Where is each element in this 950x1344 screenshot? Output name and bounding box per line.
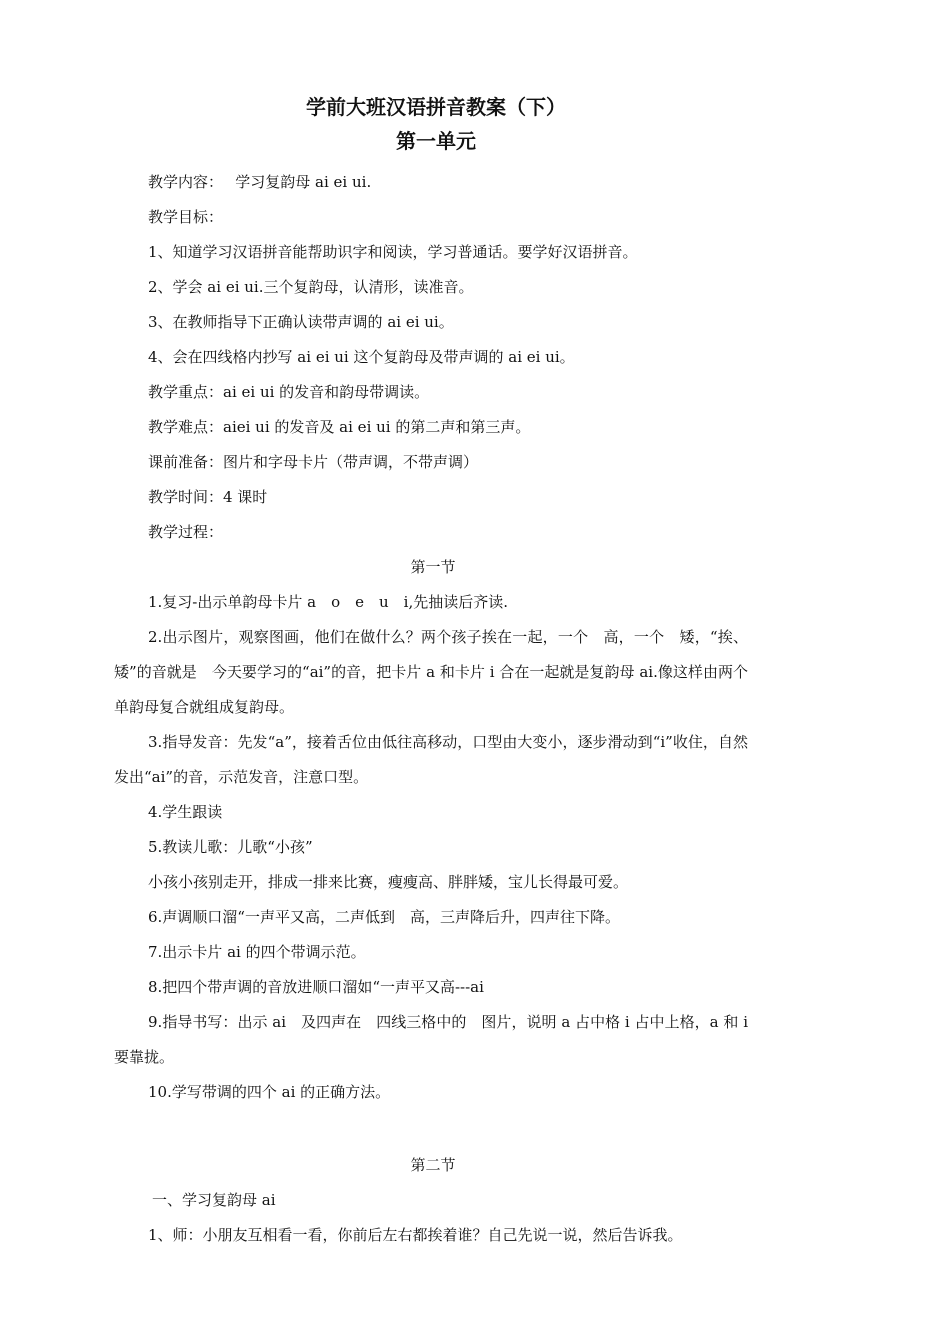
section-1-item: 5.教读儿歌：儿歌“小孩” (148, 838, 313, 856)
objective-item: 2、学会 ai ei ui.三个复韵母，认清形，读准音。 (148, 278, 474, 296)
preparation-line: 课前准备：图片和字母卡片（带声调，不带声调） (148, 453, 479, 471)
section-1-item: 3.指导发音：先发“a”，接着舌位由低往高移动，口型由大变小，逐步滑动到“i”收住，自然发出“ai”的音，示范发音，注意口型。 (114, 733, 748, 786)
section-1-item: 10.学写带调的四个 ai 的正确方法。 (148, 1083, 391, 1101)
key-point-line: 教学重点：ai ei ui 的发音和韵母带调读。 (148, 383, 430, 401)
objective-item: 4、会在四线格内抄写 ai ei ui 这个复韵母及带声调的 ai ei ui。 (148, 348, 575, 366)
content-line: 教学内容： 学习复韵母 ai ei ui. (148, 173, 372, 191)
duration-line: 教学时间：4 课时 (148, 488, 268, 506)
section-1-item: 1.复习-出示单韵母卡片 a o e u i,先抽读后齐读. (148, 593, 508, 611)
unit-heading: 第一单元 (396, 129, 476, 153)
section-1-item: 6.声调顺口溜“一声平又高，二声低到 高，三声降后升，四声往下降。 (148, 908, 620, 926)
section-1-item: 2.出示图片，观察图画，他们在做什么？两个孩子挨在一起，一个 高，一个 矮，“挨、矮”的音就是 今天要学习的“ai”的音，把卡片 a 和卡片 i 合在一起就是复韵母 ai.像这样由两个单韵母复合就组成复韵母。 (114, 628, 748, 716)
section-1-item: 9.指导书写：出示 ai 及四声在 四线三格中的 图片，说明 a 占中格 i 占中上格，a 和 i 要靠拢。 (114, 1013, 748, 1066)
difficulty-line: 教学难点：aiei ui 的发音及 ai ei ui 的第二声和第三声。 (148, 418, 531, 436)
section-1-item: 8.把四个带声调的音放进顺口溜如“一声平又高---ai (148, 978, 484, 996)
section-2-heading: 第二节 (410, 1156, 456, 1174)
doc-title: 学前大班汉语拼音教案（下） (306, 95, 566, 119)
objective-item: 1、知道学习汉语拼音能帮助识字和阅读，学习普通话。要学好汉语拼音。 (148, 243, 638, 261)
objectives-label: 教学目标： (148, 208, 224, 226)
section-2-item: 1、师：小朋友互相看一看，你前后左右都挨着谁？自己先说一说，然后告诉我。 (148, 1226, 683, 1244)
section-1-heading: 第一节 (410, 558, 456, 576)
section-1-item: 4.学生跟读 (148, 803, 223, 821)
section-2-item: 一、学习复韵母 ai (152, 1191, 276, 1209)
objective-item: 3、在教师指导下正确认读带声调的 ai ei ui。 (148, 313, 454, 331)
section-gap (114, 1110, 748, 1148)
process-label: 教学过程： (148, 523, 224, 541)
rhyme-text: 小孩小孩别走开，排成一排来比赛，瘦瘦高、胖胖矮，宝儿长得最可爱。 (148, 873, 629, 891)
section-1-item: 7.出示卡片 ai 的四个带调示范。 (148, 943, 366, 961)
